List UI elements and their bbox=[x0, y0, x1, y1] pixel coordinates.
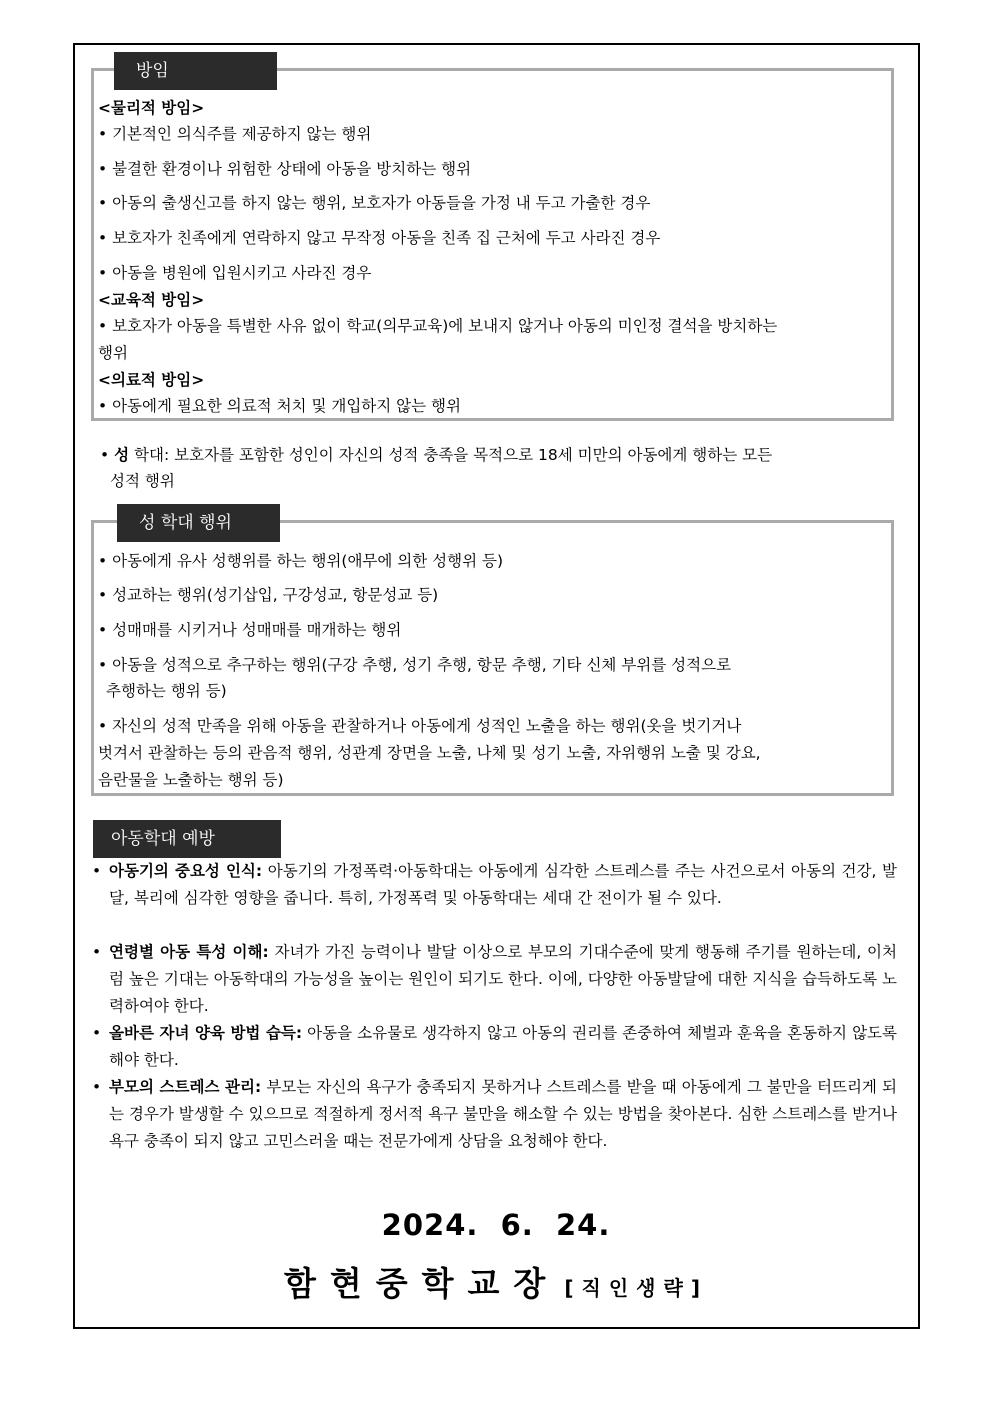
definition-text: 학대: 보호자를 포함한 성인이 자신의 성적 충족을 목적으로 18세 미만의 아동에게 행하는 모든 bbox=[129, 446, 773, 464]
prevention-item-text: 아동을 소유물로 생각하지 않고 아동의 권리를 존중하여 체벌과 훈육을 혼동하지 않도록 해야 한다. bbox=[109, 1024, 897, 1069]
medical-item: • 아동에게 필요한 의료적 처치 및 개입하지 않는 행위 bbox=[98, 397, 461, 415]
prevention-item-heading: 올바른 자녀 양육 방법 습득: bbox=[109, 1024, 303, 1042]
sexual-item: • 성교하는 행위(성기삽입, 구강성교, 항문성교 등) bbox=[98, 586, 439, 604]
sexual-abuse-definition bbox=[100, 445, 772, 465]
definition-term: 성 bbox=[114, 446, 130, 464]
prevention-item-heading: 부모의 스트레스 관리: bbox=[109, 1078, 262, 1096]
physical-item: • 기본적인 의식주를 제공하지 않는 행위 bbox=[98, 125, 372, 143]
sexual-item: • 아동을 성적으로 추구하는 행위(구강 추행, 성기 추행, 항문 추행, 기타 신체 부위를 성적으로 bbox=[98, 656, 732, 674]
physical-item: • 아동을 병원에 입원시키고 사라진 경우 bbox=[98, 264, 372, 282]
educational-item: • 보호자가 아동을 특별한 사유 없이 학교(의무교육)에 보내지 않거나 아동의 미인정 결석을 방치하는 bbox=[98, 317, 778, 335]
prevention-item: • 연령별 아동 특성 이해: 자녀가 가진 능력이나 발달 이상으로 부모의 기대수준에 맞게 행동해 주기를 원하는데, 이처럼 높은 기대는 아동학대의 가능성을 높이는 원인이 되기도 한다. 이에, 다양한 아동발달에 대한 지식을 습득하도록 노력하여야 한다. bbox=[92, 943, 897, 1015]
sexual-item-cont: 벗겨서 관찰하는 등의 관음적 행위, 성관계 장면을 노출, 나체 및 성기 노출, 자위행위 노출 및 강요, bbox=[98, 744, 761, 762]
physical-neglect-heading: <물리적 방임> bbox=[98, 99, 205, 117]
physical-item: • 보호자가 친족에게 연락하지 않고 무작정 아동을 친족 집 근처에 두고 사라진 경우 bbox=[98, 229, 661, 247]
sexual-item-cont: 음란물을 노출하는 행위 등) bbox=[98, 771, 284, 789]
sexual-item: • 자신의 성적 만족을 위해 아동을 관찰하거나 아동에게 성적인 노출을 하는 행위(옷을 벗기거나 bbox=[98, 717, 742, 735]
prevention-item-heading: 아동기의 중요성 인식: bbox=[109, 862, 263, 880]
educational-item-cont: 행위 bbox=[98, 344, 128, 362]
signature-block bbox=[0, 1258, 992, 1305]
prevention-item-text: 부모는 자신의 욕구가 충족되지 못하거나 스트레스를 받을 때 아동에게 그 불만을 터뜨리게 되는 경우가 발생할 수 있으므로 적절하게 정서적 욕구 불만을 해소할 수 있는 방법을 찾아본다. 심한 스트레스를 받거나 욕구 충족이 되지 않고 고민스러울 때는 전문가에게 상담을 요청해야 한다. bbox=[109, 1078, 898, 1150]
bullet: • bbox=[100, 446, 110, 464]
sexual-abuse-title: 성 학대 행위 bbox=[117, 504, 280, 542]
prevention-item: • 부모의 스트레스 관리: 부모는 자신의 욕구가 충족되지 못하거나 스트레스를 받을 때 아동에게 그 불만을 터뜨리게 되는 경우가 발생할 수 있으므로 적절하게 정서적 욕구 불만을 해소할 수 있는 방법을 찾아본다. 심한 스트레스를 받거나 욕구 충족이 되지 않고 고민스러울 때는 전문가에게 상담을 요청해야 한다. bbox=[92, 1078, 898, 1150]
sexual-abuse-definition-cont: 성적 행위 bbox=[110, 472, 175, 490]
physical-item: • 아동의 출생신고를 하지 않는 행위, 보호자가 아동들을 가정 내 두고 가출한 경우 bbox=[98, 194, 651, 212]
physical-item: • 불결한 환경이나 위험한 상태에 아동을 방치하는 행위 bbox=[98, 160, 472, 178]
sexual-item: • 아동에게 유사 성행위를 하는 행위(애무에 의한 성행위 등) bbox=[98, 552, 504, 570]
sexual-item: • 성매매를 시키거나 성매매를 매개하는 행위 bbox=[98, 621, 402, 639]
prevention-title: 아동학대 예방 bbox=[93, 820, 281, 858]
seal-omitted: [직인생략] bbox=[564, 1276, 708, 1300]
neglect-title: 방임 bbox=[114, 52, 277, 90]
medical-neglect-heading: <의료적 방임> bbox=[98, 371, 205, 389]
prevention-item-text: 아동기의 가정폭력·아동학대는 아동에게 심각한 스트레스를 주는 사건으로서 아동의 건강, 발달, 복리에 심각한 영향을 줍니다. 특히, 가정폭력 및 아동학대는 세대 간 전이가 될 수 있다. bbox=[109, 862, 897, 907]
educational-neglect-heading: <교육적 방임> bbox=[98, 291, 205, 309]
school-principal: 함현중학교장 bbox=[284, 1264, 560, 1303]
prevention-item: • 올바른 자녀 양육 방법 습득: 아동을 소유물로 생각하지 않고 아동의 권리를 존중하여 체벌과 훈육을 혼동하지 않도록 해야 한다. bbox=[92, 1024, 897, 1069]
prevention-item-heading: 연령별 아동 특성 이해: bbox=[109, 943, 269, 961]
sexual-item-cont: 추행하는 행위 등) bbox=[106, 682, 227, 700]
prevention-item-text: 자녀가 가진 능력이나 발달 이상으로 부모의 기대수준에 맞게 행동해 주기를 원하는데, 이처럼 높은 기대는 아동학대의 가능성을 높이는 원인이 되기도 한다. 이에, 다양한 아동발달에 대한 지식을 습득하도록 노력하여야 한다. bbox=[109, 943, 897, 1015]
prevention-item: • 아동기의 중요성 인식: 아동기의 가정폭력·아동학대는 아동에게 심각한 스트레스를 주는 사건으로서 아동의 건강, 발달, 복리에 심각한 영향을 줍니다. 특히, 가정폭력 및 아동학대는 세대 간 전이가 될 수 있다. bbox=[92, 862, 897, 907]
document-date: 2024. 6. 24. bbox=[381, 1208, 611, 1242]
